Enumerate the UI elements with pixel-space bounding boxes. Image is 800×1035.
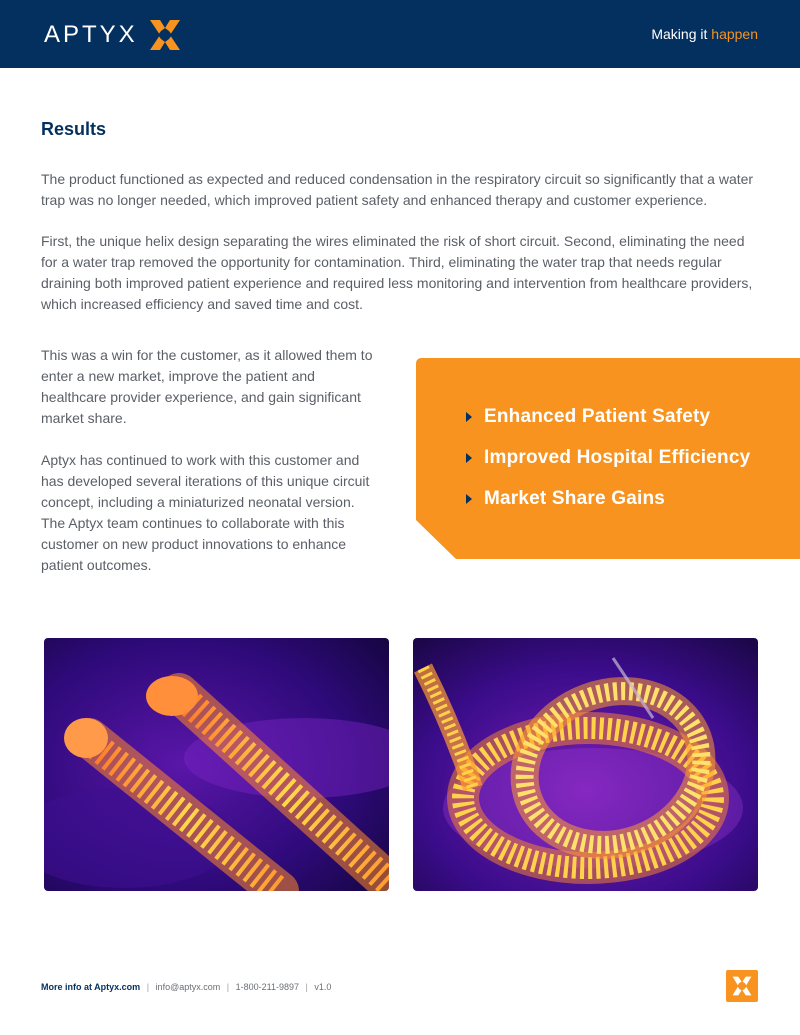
paragraph-3: This was a win for the customer, as it allowed them to enter a new market, improve the patient and healthcare provider experience, and gain significant market share. [41,347,373,426]
aptyx-logo [44,18,182,52]
bullet-triangle-icon [466,412,472,422]
footer-separator: | [305,982,308,992]
thermal-image-coil-loops [413,638,758,891]
benefits-list [466,396,750,519]
brand-name: APTYX [44,21,138,48]
benefit-item [466,478,750,519]
benefit-item [466,396,750,437]
paragraph-4: Aptyx has continued to work with this customer and has developed several iterations of this unique circuit concept, including a miniaturized neonatal version. The Aptyx team continues to collaborate with this customer on new product innovations to enhance patient outcomes. [41,452,370,573]
paragraph-1: The product functioned as expected and reduced condensation in the respiratory circuit so significantly that a water trap was no longer needed, which improved patient safety and enhanced therapy and customer experience. [41,171,754,208]
aptyx-x-mark-icon [148,18,182,52]
benefits-callout [416,358,800,559]
footer-email[interactable]: info@aptyx.com [155,982,221,992]
footer-version: v1.0 [314,982,332,992]
tagline [651,26,758,42]
footer-separator: | [226,982,230,992]
footer-separator: | [146,982,150,992]
bullet-triangle-icon [466,453,472,463]
benefit-item [466,437,750,478]
tagline-prefix: Making it [651,26,708,42]
page-footer [41,982,331,992]
benefit-label: Enhanced Patient Safety [484,405,711,427]
footer-x-mark-icon [726,970,758,1002]
section-title: Results [41,119,107,139]
thermal-image-coils-diagonal [44,638,389,891]
benefit-label: Market Share Gains [484,487,666,509]
paragraph-2: First, the unique helix design separating the wires eliminated the risk of short circuit. Second, eliminating the need for a water trap removed the opportunity for contamination. Third, eliminating the water trap that needs regular draining both improved patient experience and required less monitoring and intervention from healthcare providers, which increased efficiency and saved time and cost. [41,233,753,312]
tagline-accent: happen [711,26,758,42]
footer-site-link[interactable]: More info at Aptyx.com [41,982,141,992]
benefit-label: Improved Hospital Efficiency [484,446,751,468]
page-header [0,0,800,68]
footer-phone: 1-800-211-9897 [235,982,299,992]
bullet-triangle-icon [466,494,472,504]
